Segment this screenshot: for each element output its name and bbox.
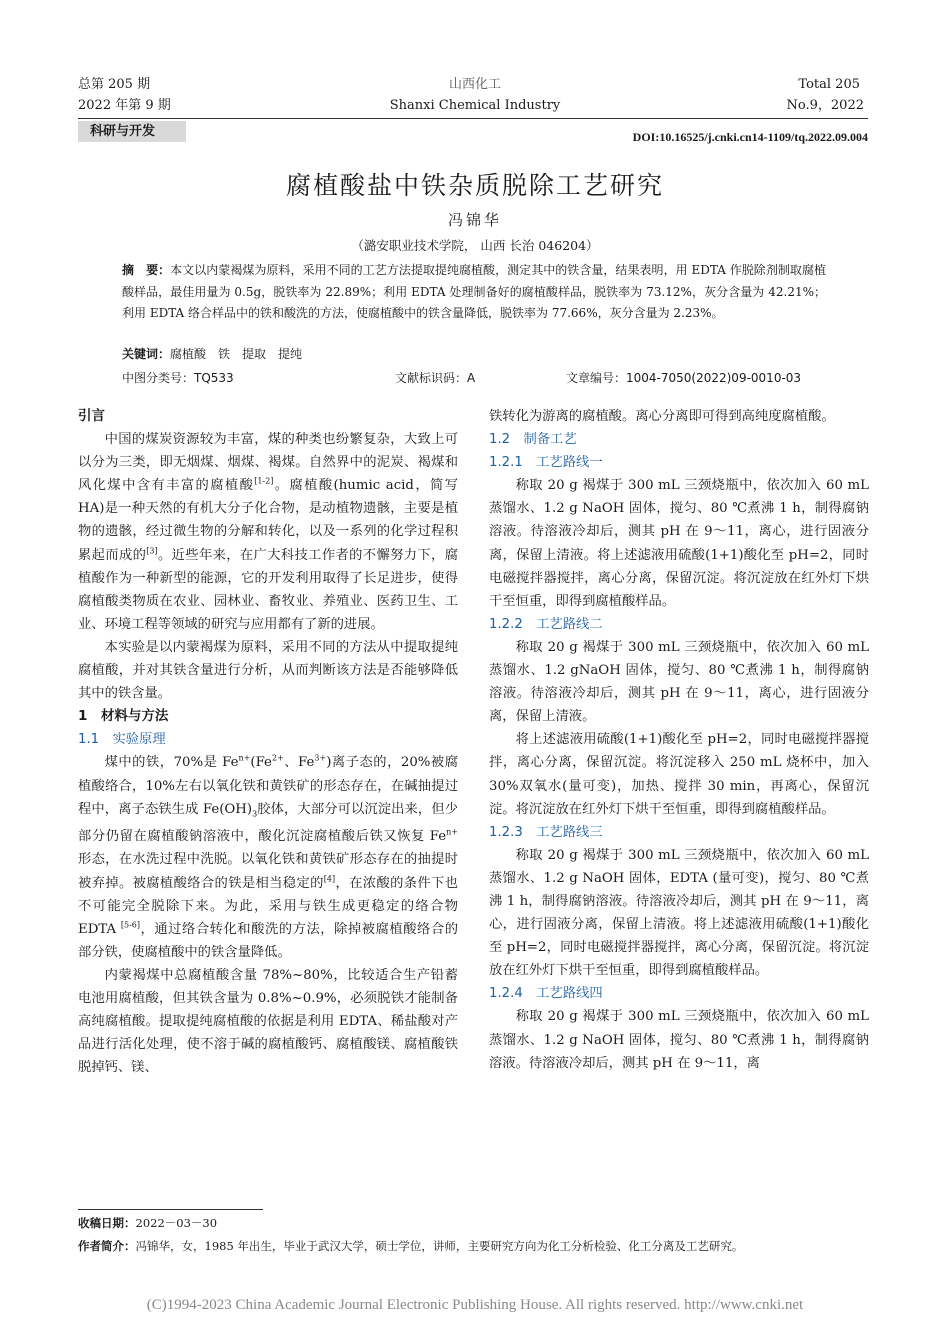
left-column bbox=[78, 405, 458, 1079]
affiliation: （潞安职业技术学院， 山西 长治 046204） bbox=[351, 238, 599, 253]
copyright-watermark: (C)1994-2023 China Academic Journal Electronic Publishing House. All rights reserved. http://www.cnki.net bbox=[146, 1297, 804, 1313]
citation[interactable]: [4] bbox=[323, 874, 336, 884]
lignite-paragraph: 内蒙褐煤中总腐植酸含量 78%~80%，比较适合生产铅蓄电池用腐植酸，但其铁含量为 0.8%~0.9%，必须脱铁才能制备高纯腐植酸。提取提纯腐植酸的依据是利用 EDTA、稀盐酸对产品进行活化处理，使不溶于碱的腐植酸钙、腐植酸镁、腐植酸铁脱掉钙、镁、 bbox=[78, 967, 458, 1076]
clc-number: 中图分类号：TQ533 bbox=[122, 371, 234, 385]
section-1-heading: 1 材料与方法 bbox=[78, 708, 169, 725]
section-tag: 科研与开发 bbox=[78, 121, 186, 142]
received-date: 收稿日期：2022－03－30 bbox=[78, 1216, 218, 1230]
citation[interactable]: [3] bbox=[146, 546, 158, 556]
document-code: 文献标识码：A bbox=[395, 371, 476, 385]
route-1-paragraph: 称取 20 g 褐煤于 300 mL 三颈烧瓶中，依次加入 60 mL 蒸馏水、1.2 g NaOH 固体，搅匀、80 ℃煮沸 1 h，制得腐钠溶液。待溶液冷却后，测其 pH 在 9～11，离心，进行固液分离，保留上清液。将上述滤液用硫酸(1+1)酸化至 pH=2，同时电磁搅拌器搅拌，离心分离，保留沉淀。将沉淀放在红外灯下烘干至恒重，即得到腐植酸样品。 bbox=[489, 478, 869, 609]
citation[interactable]: [5-6] bbox=[120, 920, 140, 930]
citation[interactable]: [1-2] bbox=[254, 476, 274, 486]
route-2-paragraph-b: 将上述滤液用硫酸(1+1)酸化至 pH=2，同时电磁搅拌器搅拌，离心分离，保留沉淀。将沉淀移入 250 mL 烧杯中，加入 30%双氧水(量可变)，加热、搅拌 30 min，再离心，保留沉淀。将沉淀放在红外灯下烘干至恒重，即得到腐植酸样品。 bbox=[489, 732, 869, 817]
keywords-label: 关键词： bbox=[122, 347, 171, 361]
keywords-text: 腐植酸 铁 提取 提纯 bbox=[170, 347, 303, 361]
article-number: 文章编号：1004-7050(2022)09-0010-03 bbox=[566, 371, 802, 385]
issue-total-cn: 总第 205 期 bbox=[78, 77, 151, 92]
right-column bbox=[489, 405, 869, 1075]
abstract bbox=[122, 260, 826, 325]
keywords bbox=[122, 345, 302, 363]
route-3-paragraph: 称取 20 g 褐煤于 300 mL 三颈烧瓶中，依次加入 60 mL 蒸馏水、1.2 g NaOH 固体，EDTA (量可变)，搅匀、80 ℃煮沸 1 h，制得腐钠溶液。待溶液冷却后，测其 pH 在 9～11，离心，进行固液分离，保留上清液。将上述滤液用硫酸(1+1)酸化至 pH=2，同时电磁搅拌器搅拌，离心分离，保留沉淀。将沉淀放在红外灯下烘干至恒重，即得到腐植酸样品。 bbox=[489, 847, 869, 979]
author-name: 冯锦华 bbox=[447, 211, 502, 229]
doi[interactable]: DOI:10.16525/j.cnki.cn14-1109/tq.2022.09.004 bbox=[632, 130, 868, 144]
section-1-2-3-heading: 1.2.3 工艺路线三 bbox=[489, 824, 603, 840]
footnote-rule bbox=[78, 1209, 263, 1210]
intro-heading: 引言 bbox=[78, 408, 105, 424]
section-1-2-2-heading: 1.2.2 工艺路线二 bbox=[489, 616, 603, 632]
intro-paragraph-2: 本实验是以内蒙褐煤为原料，采用不同的方法从中提取提纯腐植酸，并对其铁含量进行分析，从而判断该方法是否能够降低其中的铁含量。 bbox=[78, 639, 458, 702]
intro-paragraph-1: 中国的煤炭资源较为丰富，煤的种类也纷繁复杂，大致上可以分为三类，即无烟煤、烟煤、褐煤。自然界中的泥炭、褐煤和风化煤中含有丰富的腐植酸[1-2]。腐植酸(humic acid，简写 HA)是一种天然的有机大分子化合物，是动植物遗骸，主要是植物的遗骸，经过微生物的分解和转化，以及一系列的化学过程积累起而成的[3]。近些年来，在广大科技工作者的不懈努力下，腐植酸作为一种新型的能源，它的开发利用取得了长足进步，使得腐植酸类物质在农业、园林业、畜牧业、养殖业、医药卫生、工业、环境工程等领域的研究与应用都有了新的进展。 bbox=[78, 432, 459, 632]
abstract-text: 本文以内蒙褐煤为原料，采用不同的工艺方法提取提纯腐植酸，测定其中的铁含量，结果表明，用 EDTA 作脱除剂制取腐植酸样品，最佳用量为 0.5g，脱铁率为 22.89%；利用 EDTA 处理制备好的腐植酸样品，脱铁率为 73.12%，灰分含量为 42.21%；利用 EDTA 络合样品中的铁和酸洗的方法，使腐植酸中的铁含量降低，脱铁率为 77.66%，灰分含量为 2.23%。 bbox=[122, 263, 826, 320]
year-issue-cn: 2022 年第 9 期 bbox=[78, 98, 171, 113]
journal-name-en: Shanxi Chemical Industry bbox=[389, 98, 561, 113]
journal-name-cn: 山西化工 bbox=[448, 77, 501, 92]
route-4-paragraph: 称取 20 g 褐煤于 300 mL 三颈烧瓶中，依次加入 60 mL 蒸馏水、1.2 g NaOH 固体，搅匀、80 ℃煮沸 1 h，制得腐钠溶液。待溶液冷却后，测其 pH 在 9～11，离 bbox=[489, 1009, 869, 1071]
section-1-2-heading: 1.2 制备工艺 bbox=[489, 432, 577, 448]
issue-en: No.9，2022 bbox=[786, 98, 864, 113]
section-1-1-heading: 1.1 实验原理 bbox=[78, 732, 166, 748]
route-2-paragraph-a: 称取 20 g 褐煤于 300 mL 三颈烧瓶中，依次加入 60 mL 蒸馏水、1.2 gNaOH 固体，搅匀、80 ℃煮沸 1 h，制得腐钠溶液。待溶液冷却后，测其 pH 在 9～11，离心，进行固液分离，保留上清液。 bbox=[489, 639, 869, 725]
section-1-2-4-heading: 1.2.4 工艺路线四 bbox=[489, 986, 603, 1002]
section-1-2-1-heading: 1.2.1 工艺路线一 bbox=[489, 455, 603, 471]
principle-paragraph: 煤中的铁，70%是 $Fe^{n+}(Fe^{2+}$、$Fe^{3+}$)离子态的，20%被腐植酸络合，10%左右以氧化铁和黄铁矿的形态存在，在碱抽提过程中，离子态铁生成 $Fe(OH)_3$胶体，大部分可以沉淀出来，但少部分仍留在腐植酸钠溶液中，酸化沉淀腐植酸后铁又恢复 $Fe^{n+}$ 形态，在水洗过程中洗脱。以氧化铁和黄铁矿形态存在的抽提时被弃掉。被腐植酸络合的铁是相当稳定的[4]，在浓酸的条件下也不可能完全脱除下来。为此，采用与铁生成更稳定的络合物 EDTA [5-6]，通过络合转化和酸洗的方法，除掉被腐植酸络合的部分铁，使腐植酸中的铁含量降低。 bbox=[78, 753, 459, 960]
total-en: Total 205 bbox=[798, 77, 860, 92]
continued-paragraph: 铁转化为游离的腐植酸。离心分离即可得到高纯度腐植酸。 bbox=[489, 409, 835, 424]
abstract-label: 摘 要： bbox=[122, 263, 171, 277]
author-bio: 作者简介：冯锦华，女，1985 年出生，毕业于武汉大学，硕士学位，讲师，主要研究方向为化工分析检验、化工分离及工艺研究。 bbox=[78, 1239, 744, 1253]
article-title: 腐植酸盐中铁杂质脱除工艺研究 bbox=[285, 171, 664, 200]
header-rule bbox=[78, 118, 868, 119]
